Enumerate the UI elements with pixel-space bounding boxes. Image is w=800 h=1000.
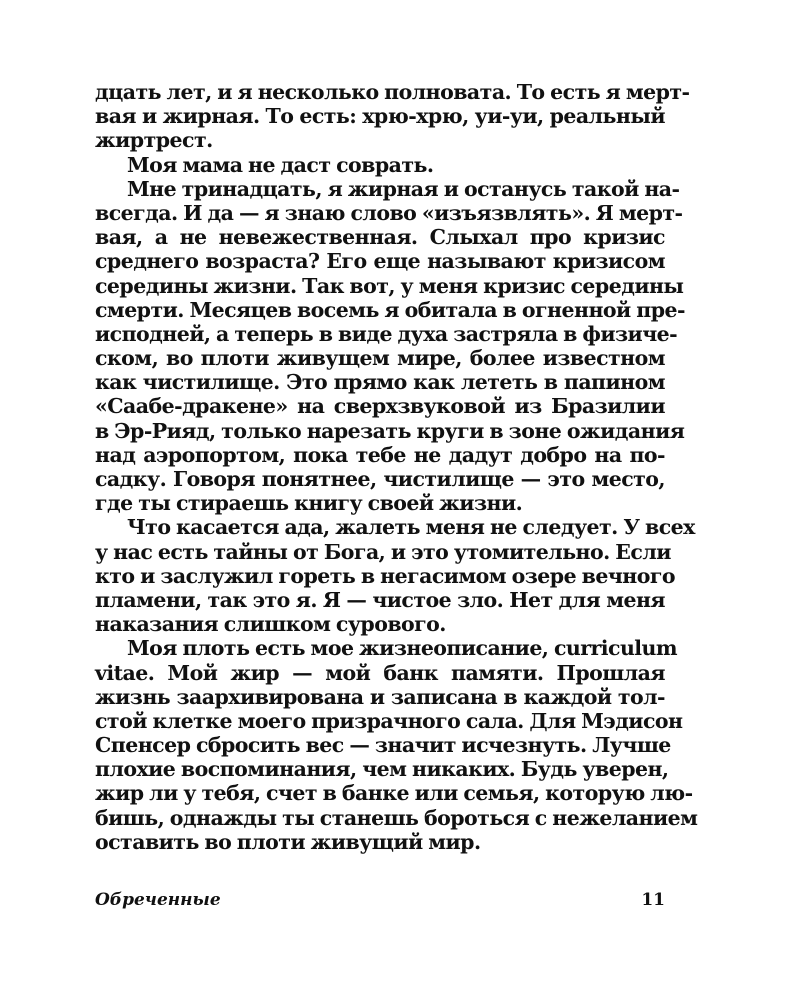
text-line-5: Мне тринадцать, я жирная и останусь такой на- <box>127 176 680 201</box>
text-line-16: над аэропортом, пока тебе не дадут добро на по- <box>95 442 665 467</box>
text-line-3: жиртрест. <box>95 128 213 153</box>
text-line-28: Спенсер сбросить вес — значит исчезнуть. Лучше <box>95 733 671 758</box>
text-line-14: «Саабе-дракене» на сверхзвуковой из Бразилии <box>95 394 665 419</box>
text-line-11: исподней, а теперь в виде духа застряла в физиче- <box>95 321 678 346</box>
text-line-29: плохие воспоминания, чем никаких. Будь уверен, <box>95 757 669 782</box>
text-line-13: как чистилище. Это прямо как лететь в папином <box>95 370 665 395</box>
text-line-6: всегда. И да — я знаю слово «изъязвлять». Я мерт- <box>95 200 683 225</box>
text-line-27: стой клетке моего призрачного сала. Для Мэдисон <box>95 708 683 733</box>
text-line-10: смерти. Месяцев восемь я обитала в огненной пре- <box>95 297 685 322</box>
text-line-19: Что касается ада, жалеть меня не следует. У всех <box>127 515 695 540</box>
text-line-30: жир ли у тебя, счет в банке или семья, которую лю- <box>95 781 693 806</box>
text-line-18: где ты стираешь книгу своей жизни. <box>95 491 523 516</box>
running-title: Обреченные <box>95 890 221 910</box>
text-line-32: оставить во плоти живущий мир. <box>95 829 481 854</box>
text-line-1: дцать лет, и я несколько полновата. То есть я мерт- <box>95 80 690 104</box>
text-line-4: Моя мама не даст соврать. <box>127 152 434 177</box>
text-line-22: пламени, так это я. Я — чистое зло. Нет для меня <box>95 587 665 612</box>
text-line-2: вая и жирная. То есть: хрю-хрю, уи-уи, реальный <box>95 104 665 129</box>
text-line-9: середины жизни. Так вот, у меня кризис середины <box>95 273 684 298</box>
text-line-26: жизнь заархивирована и записана в каждой тол- <box>95 684 665 709</box>
text-line-23: наказания слишком сурового. <box>95 612 446 637</box>
page-number: 11 <box>641 890 665 910</box>
text-line-8: среднего возраста? Его еще называют кризисом <box>95 249 665 274</box>
text-line-31: бишь, однажды ты станешь бороться с нежеланием <box>95 805 698 830</box>
text-line-7: вая, а не невежественная. Слыхал про кризис <box>95 225 665 250</box>
text-line-15: в Эр-Рияд, только нарезать круги в зоне ожидания <box>95 418 685 443</box>
text-line-21: кто и заслужил гореть в негасимом озере вечного <box>95 563 675 588</box>
text-line-20: у нас есть тайны от Бога, и это утомительно. Если <box>95 539 671 564</box>
body-text <box>95 80 698 854</box>
text-line-25: vitae. Мой жир — мой банк памяти. Прошлая <box>95 660 665 685</box>
text-line-12: ском, во плоти живущем мире, более известном <box>95 346 665 371</box>
page-footer <box>95 890 665 914</box>
text-line-17: садку. Говоря понятнее, чистилище — это место, <box>95 467 665 491</box>
text-line-24: Моя плоть есть мое жизнеописание, curriculum <box>127 636 678 661</box>
